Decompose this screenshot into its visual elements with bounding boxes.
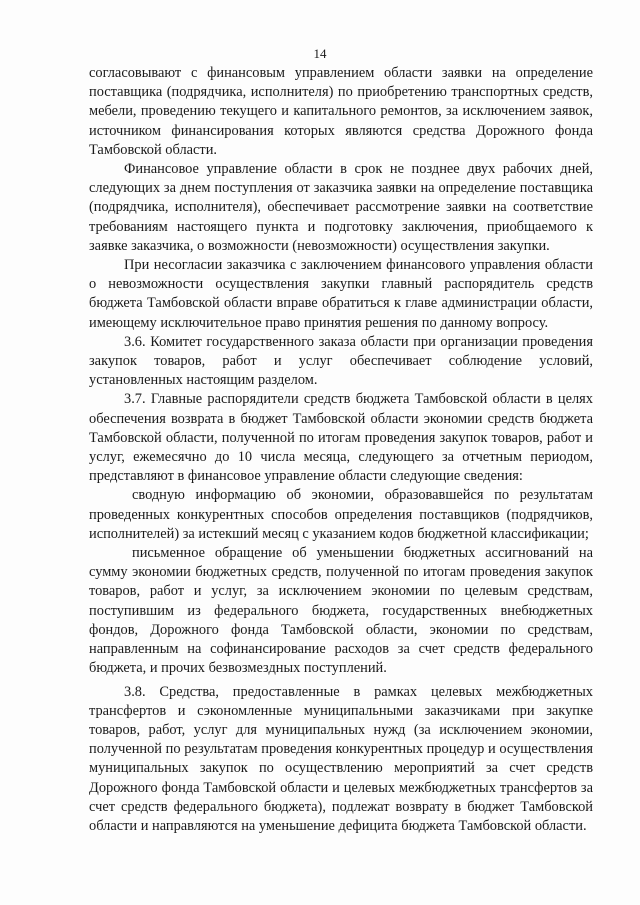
paragraph-continuation: согласовывают с финансовым управлением области заявки на определение поставщика (подрядчика, исполнителя) по приобретению транспортных средств, мебели, проведению текущего и капитального ремонтов, за исключением заявок, источником финансирования которых являются средства Дорожного фонда Тамбовской области. xyxy=(89,65,593,158)
document-body xyxy=(89,64,593,836)
paragraph-3-7: 3.7. Главные распорядители средств бюджета Тамбовской области в целях обеспечения возврата в бюджет Тамбовской области экономии средств бюджета Тамбовской области, полученной по итогам проведения закупок товаров, работ и услуг, ежемесячно до 10 числа месяца, следующего за отчетным периодом, представляют в финансовое управление области следующие сведения: xyxy=(89,391,593,485)
paragraph-written-request: письменное обращение об уменьшении бюджетных ассигнований на сумму экономии бюджетных средств, полученной по итогам проведения закупок товаров, работ и услуг, за исключением экономии по целевым средствам, поступившим из федерального бюджета, государственных внебюджетных фондов, Дорожного фонда Тамбовской области, экономии по средствам, направленным на софинансирование расходов за счет средств федерального бюджета, и прочих безвозмездных поступлений. xyxy=(89,545,593,677)
page-number: 14 xyxy=(313,46,327,61)
paragraph-disagreement: При несогласии заказчика с заключением финансового управления области о невозможности осуществления закупки главный распорядитель средств бюджета Тамбовской области вправе обратиться к главе администрации области, имеющему исключительное право принятия решения по данному вопросу. xyxy=(89,257,593,331)
paragraph-3-8: 3.8. Средства, предоставленные в рамках целевых межбюджетных трансфертов и сэкономленные муниципальными заказчиками при закупке товаров, работ, услуг для муниципальных нужд (за исключением экономии, полученной по результатам проведения конкурентных процедур и осуществления муниципальных закупок по осуществлению мероприятий за счет средств Дорожного фонда Тамбовской области и целевых межбюджетных трансфертов за счет средств федерального бюджета), подлежат возврату в бюджет Тамбовской области и направляются на уменьшение дефицита бюджета Тамбовской области. xyxy=(89,683,593,834)
paragraph-3-6: 3.6. Комитет государственного заказа области при организации проведения закупок товаров, работ и услуг обеспечивает соблюдение условий, установленных настоящим разделом. xyxy=(89,333,593,389)
paragraph-finance-review: Финансовое управление области в срок не позднее двух рабочих дней, следующих за днем поступления от заказчика заявки на определение поставщика (подрядчика, исполнителя), обеспечивает рассмотрение заявки на соответствие требованиям настоящего пункта и подготовку заключения, приобщаемого к заявке заказчика, о возможности (невозможности) осуществления закупки. xyxy=(89,161,593,254)
paragraph-summary-info: сводную информацию об экономии, образовавшейся по результатам проведенных конкурентных способов определения поставщиков (подрядчиков, исполнителей) за истекший месяц с указанием кодов бюджетной классификации; xyxy=(89,487,593,542)
